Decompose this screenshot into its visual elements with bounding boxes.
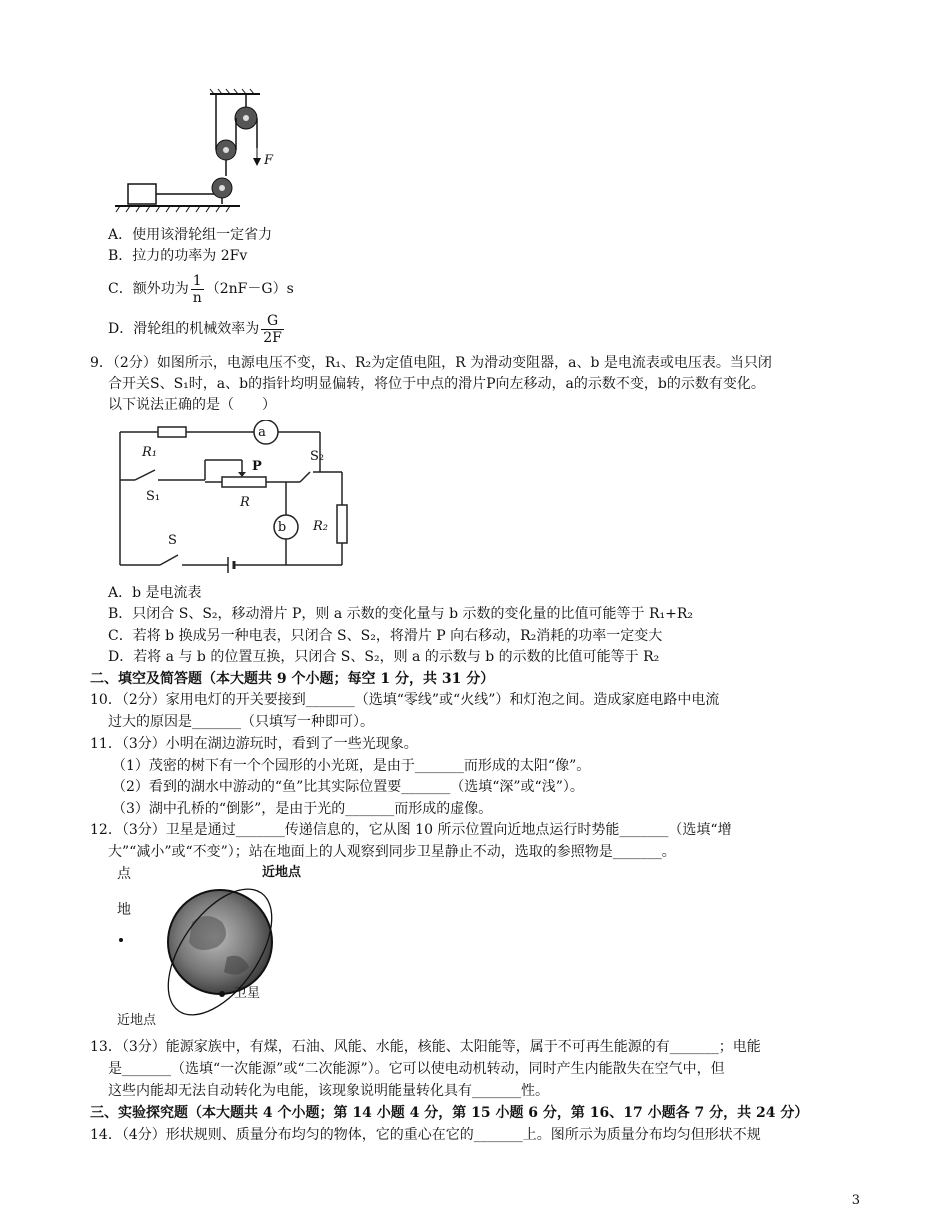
q9-option-b: B．只闭合 S、S₂，移动滑片 P，则 a 示数的变化量与 b 示数的变化量的比值可能等于 R₁+R₂ bbox=[108, 606, 693, 622]
satellite-orbit-figure bbox=[112, 862, 322, 1032]
far-point-label-1: 点 bbox=[117, 866, 131, 882]
q13-line1: 13．（3分）能源家族中，有煤，石油、风能、水能，核能、太阳能等，属于不可再生能源的有_______；电能 bbox=[90, 1039, 761, 1055]
q11-sub3: （3）湖中孔桥的“倒影”，是由于光的_______而形成的虚像。 bbox=[112, 801, 493, 817]
option-d bbox=[108, 312, 286, 346]
label-r1: R₁ bbox=[142, 445, 157, 460]
page-number: 3 bbox=[851, 1193, 860, 1208]
section-3-heading: 三、实验探究题（本大题共 4 个小题；第 14 小题 4 分，第 15 小题 6 分，第 16、17 小题各 7 分，共 24 分） bbox=[90, 1105, 809, 1121]
q13-line3: 这些内能却无法自动转化为电能，该现象说明能量转化具有_______性。 bbox=[108, 1083, 549, 1099]
fraction-g-over-2f: $\frac{G}{2F}$ bbox=[263, 312, 282, 346]
perigee-label-top: 近地点 bbox=[262, 865, 302, 880]
far-point-label-2: 地 bbox=[117, 902, 131, 918]
q11-line1: 11．（3分）小明在湖边游玩时，看到了一些光现象。 bbox=[90, 736, 418, 752]
q11-sub2: （2）看到的湖水中游动的“鱼”比其实际位置要_______（选填“深”或“浅”）。 bbox=[112, 779, 584, 795]
q9-line1: 9．（2分）如图所示，电源电压不变，R₁、R₂为定值电阻，R 为滑动变阻器，a、b 是电流表或电压表。当只闭 bbox=[90, 355, 772, 371]
satellite-label: 卫星 bbox=[234, 986, 261, 1001]
fraction-1-over-n: $\frac{1}{n}$ bbox=[192, 272, 202, 306]
pulley-figure bbox=[110, 88, 300, 216]
option-a: A．使用该滑轮组一定省力 bbox=[108, 227, 273, 243]
section-2-heading: 二、填空及简答题（本大题共 9 个小题；每空 1 分，共 31 分） bbox=[90, 671, 495, 687]
meter-b-label: b bbox=[277, 520, 287, 535]
option-d-prefix: D．滑轮组的机械效率为 bbox=[108, 321, 260, 337]
q13-line2: 是_______（选填“一次能源”或“二次能源”）。它可以使电动机转动，同时产生内能散失在空气中，但 bbox=[108, 1061, 725, 1077]
label-s1: S₁ bbox=[146, 489, 161, 504]
q10-line1: 10．（2分）家用电灯的开关要接到_______（选填“零线”或“火线”）和灯泡之间。造成家庭电路中电流 bbox=[90, 692, 720, 708]
option-c bbox=[108, 272, 294, 306]
option-b: B．拉力的功率为 2Fv bbox=[108, 248, 248, 264]
label-s: S bbox=[168, 533, 177, 548]
q10-line2: 过大的原因是_______（只填写一种即可）。 bbox=[108, 714, 374, 730]
q9-option-a: A．b 是电流表 bbox=[108, 585, 202, 601]
force-label: F bbox=[264, 153, 274, 168]
q9-line2: 合开关S、S₁时，a、b的指针均明显偏转，将位于中点的滑片P向左移动，a的示数不变，b的示数有变化。 bbox=[108, 376, 765, 392]
q9-line3: 以下说法正确的是（ ） bbox=[108, 397, 276, 413]
circuit-diagram bbox=[110, 420, 360, 580]
option-c-suffix: （2nF－G）s bbox=[205, 281, 294, 297]
perigee-label-bottom: 近地点 bbox=[117, 1013, 157, 1028]
label-s2: S₂ bbox=[310, 449, 325, 464]
label-p: P bbox=[252, 459, 262, 474]
meter-a-label: a bbox=[258, 425, 266, 440]
q9-option-d: D．若将 a 与 b 的位置互换，只闭合 S、S₂，则 a 的示数与 b 的示数的比值可能等于 R₂ bbox=[108, 649, 660, 665]
q11-sub1: （1）茂密的树下有一个个园形的小光斑，是由于_______而形成的太阳“像”。 bbox=[112, 758, 591, 774]
option-c-prefix: C．额外功为 bbox=[108, 281, 189, 297]
q12-line1: 12．（3分）卫星是通过_______传递信息的，它从图 10 所示位置向近地点运行时势能_______（选填“增 bbox=[90, 822, 732, 838]
q14-line1: 14．（4分）形状规则、质量分布均匀的物体，它的重心在它的_______上。图所示为质量分布均匀但形状不规 bbox=[90, 1127, 761, 1143]
q12-line2: 大”“减小”或“不变”）；站在地面上的人观察到同步卫星静止不动，选取的参照物是_______。 bbox=[108, 844, 676, 860]
q9-option-c: C．若将 b 换成另一种电表，只闭合 S、S₂，将滑片 P 向右移动，R₂消耗的功率一定变大 bbox=[108, 628, 663, 644]
label-r: R bbox=[240, 495, 250, 510]
label-r2: R₂ bbox=[313, 519, 328, 534]
